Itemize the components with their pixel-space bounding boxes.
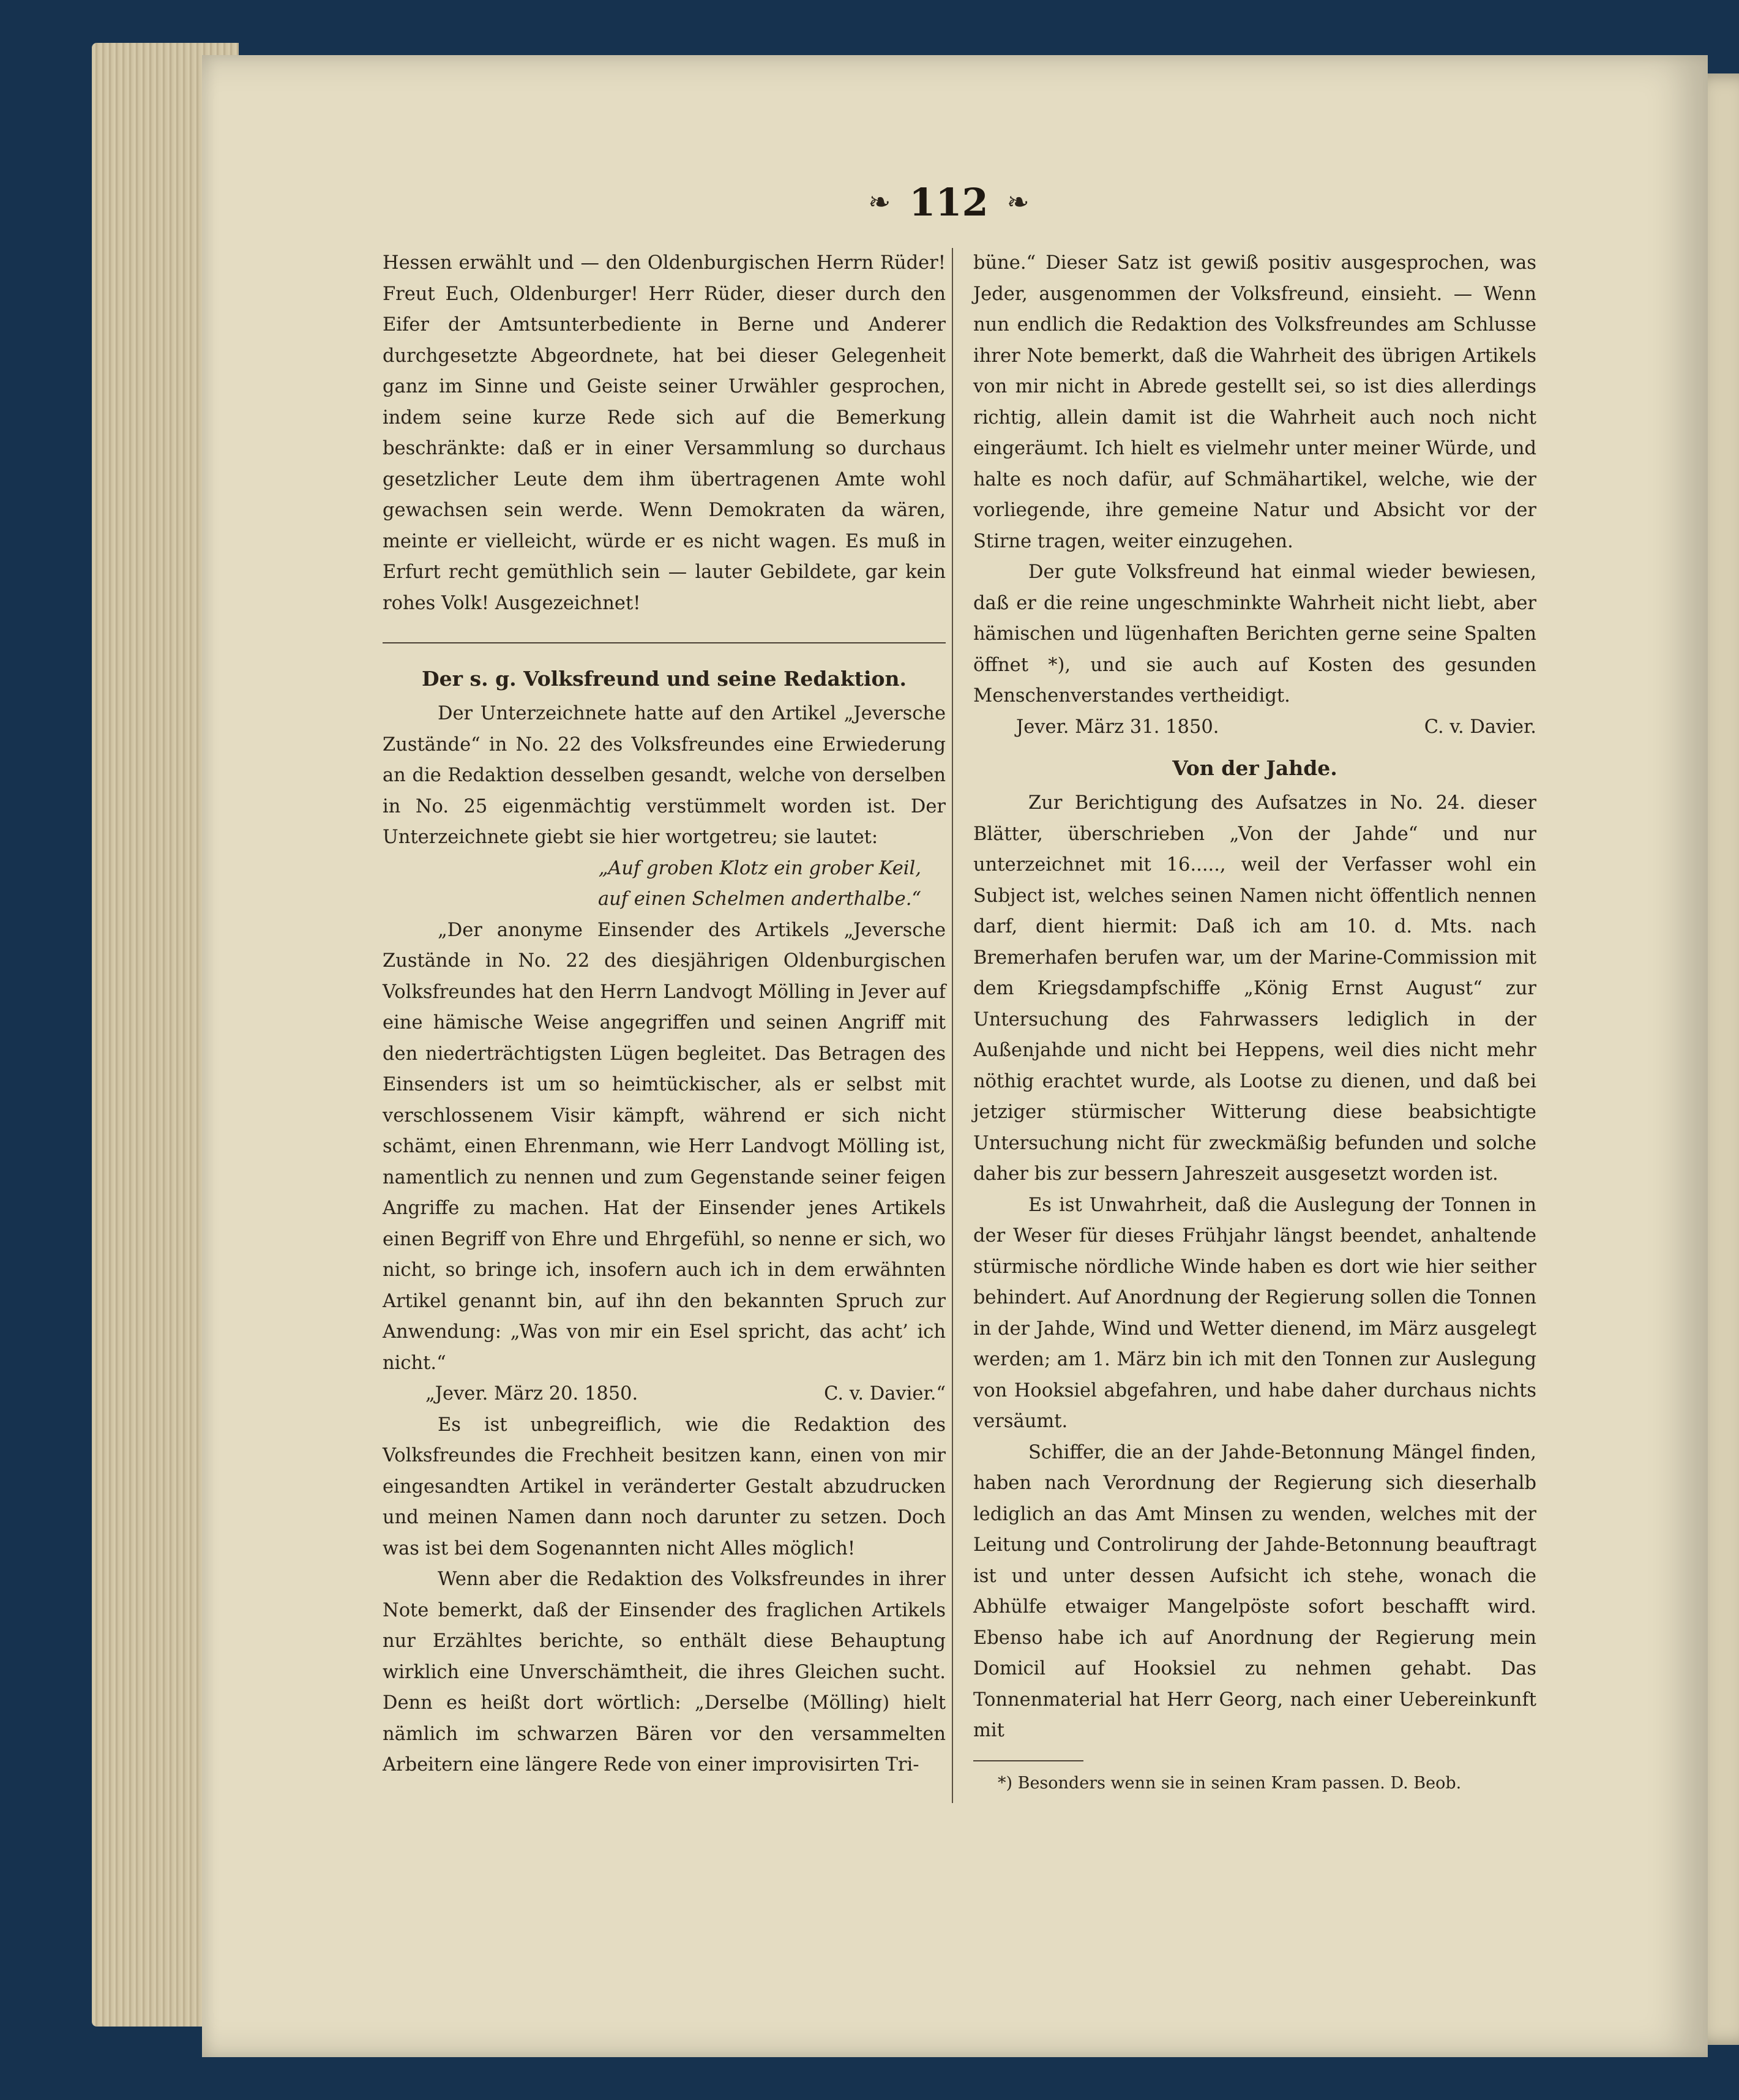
section-rule xyxy=(383,642,946,643)
signature-date: Jever. März 31. 1850. xyxy=(1016,716,1219,738)
article-paragraph: Wenn aber die Redaktion des Volksfreundes in ihrer Note bemerkt, daß der Einsender des fraglichen Artikels nur Erzähltes berichte, so enthält diese Behauptung wirklich eine Unverschämtheit, die ihres Gleichen sucht. Denn es heißt dort wörtlich: „Derselbe (Mölling) hielt nämlich im schwarzen Bären vor den versammelten Arbeitern eine längere Rede von einer improvisirten Tri- xyxy=(383,1569,946,1776)
article-paragraph: Der Unterzeichnete hatte auf den Artikel „Jeversche Zustände“ in No. 22 des Volksfreundes eine Erwiederung an die Redaktion desselben gesandt, welche von derselben in No. 25 eigenmächtig verstümmelt worden ist. Der Unterzeichnete giebt sie hier wortgetreu; sie lautet: xyxy=(383,703,946,848)
article-paragraph: Es ist unbegreiflich, wie die Redaktion des Volksfreundes die Frechheit besitzen kann, einen von mir eingesandten Artikel in veränderter Gestalt abzudrucken und meinen Namen dann noch darunter zu setzen. Doch was ist bei dem Sogenannten nicht Alles möglich! xyxy=(383,1414,946,1559)
article-paragraph: Zur Berichtigung des Aufsatzes in No. 24. dieser Blätter, überschrieben „Von der Jahde“ und nur unterzeichnet mit 16....., weil der Verfasser wohl ein Subject ist, welches seinen Namen nicht öffentlich nennen darf, dient hiermit: Daß ich am 10. d. Mts. nach Bremerhafen berufen war, um der Marine-Commission mit dem Kriegsdampfschiffe „König Ernst August“ zur Untersuchung des Fahrwassers lediglich in der Außenjahde und nicht bei Heppens, weil dies nicht mehr nöthig erachtet wurde, als Lootse zu dienen, und daß bei jetziger stürmischer Witterung diese beabsichtigte Untersuchung nicht für zweckmäßig befunden und solche daher bis zur bessern Jahreszeit ausgesetzt worden ist. xyxy=(973,792,1536,1185)
page-header xyxy=(765,171,1132,233)
column-divider xyxy=(952,248,953,1803)
article-paragraph: Es ist Unwahrheit, daß die Auslegung der Tonnen in der Weser für dieses Frühjahr längst beendet, anhaltende stürmische nördliche Winde haben es dort wie hier seither behindert. Auf Anordnung der Regierung sollen die Tonnen in der Jahde, Wind und Wetter dienend, im März ausgelegt werden; am 1. März bin ich mit den Tonnen zur Auslegung von Hooksiel abgefahren, und habe daher durchaus nichts versäumt. xyxy=(973,1194,1536,1432)
signature-date: „Jever. März 20. 1850. xyxy=(425,1383,638,1404)
signature-line xyxy=(383,1379,946,1410)
article-heading: Von der Jahde. xyxy=(1172,756,1337,780)
signature-line xyxy=(973,712,1536,743)
intro-paragraph: Hessen erwählt und — den Oldenburgischen Herrn Rüder! Freut Euch, Oldenburger! Herr Rüder, dieser durch den Eifer der Amtsunterbediente in Berne und Anderer durchgesetzte Abgeordnete, hat bei dieser Gelegenheit ganz im Sinne und Geiste seiner Urwähler gesprochen, indem seine kurze Rede sich auf die Bemerkung beschränkte: daß er in einer Versammlung so durchaus gesetzlicher Leute dem ihm übertragenen Amte wohl gewachsen sein werde. Wenn Demokraten da wären, meinte er vielleicht, würde er es nicht wagen. Es muß in Erfurt recht gemüthlich sein — lauter Gebildete, gar kein rohes Volk! Ausgezeichnet! xyxy=(383,252,946,614)
footnote-rule xyxy=(973,1760,1083,1761)
article-heading: Der s. g. Volksfreund und seine Redaktion. xyxy=(422,667,907,691)
quote-line: „Auf groben Klotz ein grober Keil, xyxy=(598,857,921,879)
footnote: *) Besonders wenn sie in seinen Kram passen. D. Beob. xyxy=(998,1773,1462,1793)
signature-name: C. v. Davier. xyxy=(1424,716,1536,738)
article-paragraph: „Der anonyme Einsender des Artikels „Jeversche Zustände in No. 22 des diesjährigen Oldenburgischen Volksfreundes hat den Herrn Landvogt Mölling in Jever auf eine hämische Weise angegriffen und seinen Angriff mit den niederträchtigsten Lügen begleitet. Das Betragen des Einsenders ist um so heimtückischer, als er selbst mit verschlossenem Visir kämpft, während er sich nicht schämt, einen Ehrenmann, wie Herr Landvogt Mölling ist, namentlich zu nennen und zum Gegenstande seiner feigen Angriffe zu machen. Hat der Einsender jenes Artikels einen Begriff von Ehre und Ehrgefühl, so nenne er sich, wo nicht, so bringe ich, insofern auch ich in dem erwähnten Artikel genannt bin, auf ihn den bekannten Spruch zur Anwendung: „Was von mir ein Esel spricht, das acht’ ich nicht.“ xyxy=(383,919,946,1374)
article-paragraph: büne.“ Dieser Satz ist gewiß positiv ausgesprochen, was Jeder, ausgenommen der Volksfreund, einsieht. — Wenn nun endlich die Redaktion des Volksfreundes am Schlusse ihrer Note bemerkt, daß die Wahrheit des übrigen Artikels von mir nicht in Abrede gestellt sei, so ist dies allerdings richtig, allein damit ist die Wahrheit auch noch nicht eingeräumt. Ich hielt es vielmehr unter meiner Würde, und halte es noch dafür, auf Schmähartikel, welche, wie der vorliegende, ihre gemeine Natur und Absicht vor der Stirne tragen, weiter einzugehen. xyxy=(973,252,1536,552)
ornament-right-icon: ❧ xyxy=(1006,186,1030,218)
article-paragraph: Schiffer, die an der Jahde-Betonnung Mängel finden, haben nach Verordnung der Regierung sich dieserhalb lediglich an das Amt Minsen zu wenden, welches mit der Leitung und Controlirung der Jahde-Betonnung beauftragt ist und unter dessen Aufsicht ich stehe, wonach die Abhülfe etwaiger Mangelpöste sofort beschafft wird. Ebenso habe ich auf Anordnung der Regierung mein Domicil auf Hooksiel zu nehmen gehabt. Das Tonnenmaterial hat Herr Georg, nach einer Uebereinkunft mit xyxy=(973,1441,1536,1741)
article-paragraph: Der gute Volksfreund hat einmal wieder bewiesen, daß er die reine ungeschminkte Wahrheit nicht liebt, aber hämischen und lügenhaften Berichten gerne seine Spalten öffnet *), und sie auch auf Kosten des gesunden Menschenverstandes vertheidigt. xyxy=(973,561,1536,707)
page-number: 112 xyxy=(909,179,989,225)
quote-line: auf einen Schelmen anderthalbe.“ xyxy=(597,888,921,910)
ornament-left-icon: ❧ xyxy=(868,186,891,218)
right-column xyxy=(973,248,1536,1797)
left-column xyxy=(383,248,946,1781)
signature-name: C. v. Davier.“ xyxy=(824,1383,946,1404)
